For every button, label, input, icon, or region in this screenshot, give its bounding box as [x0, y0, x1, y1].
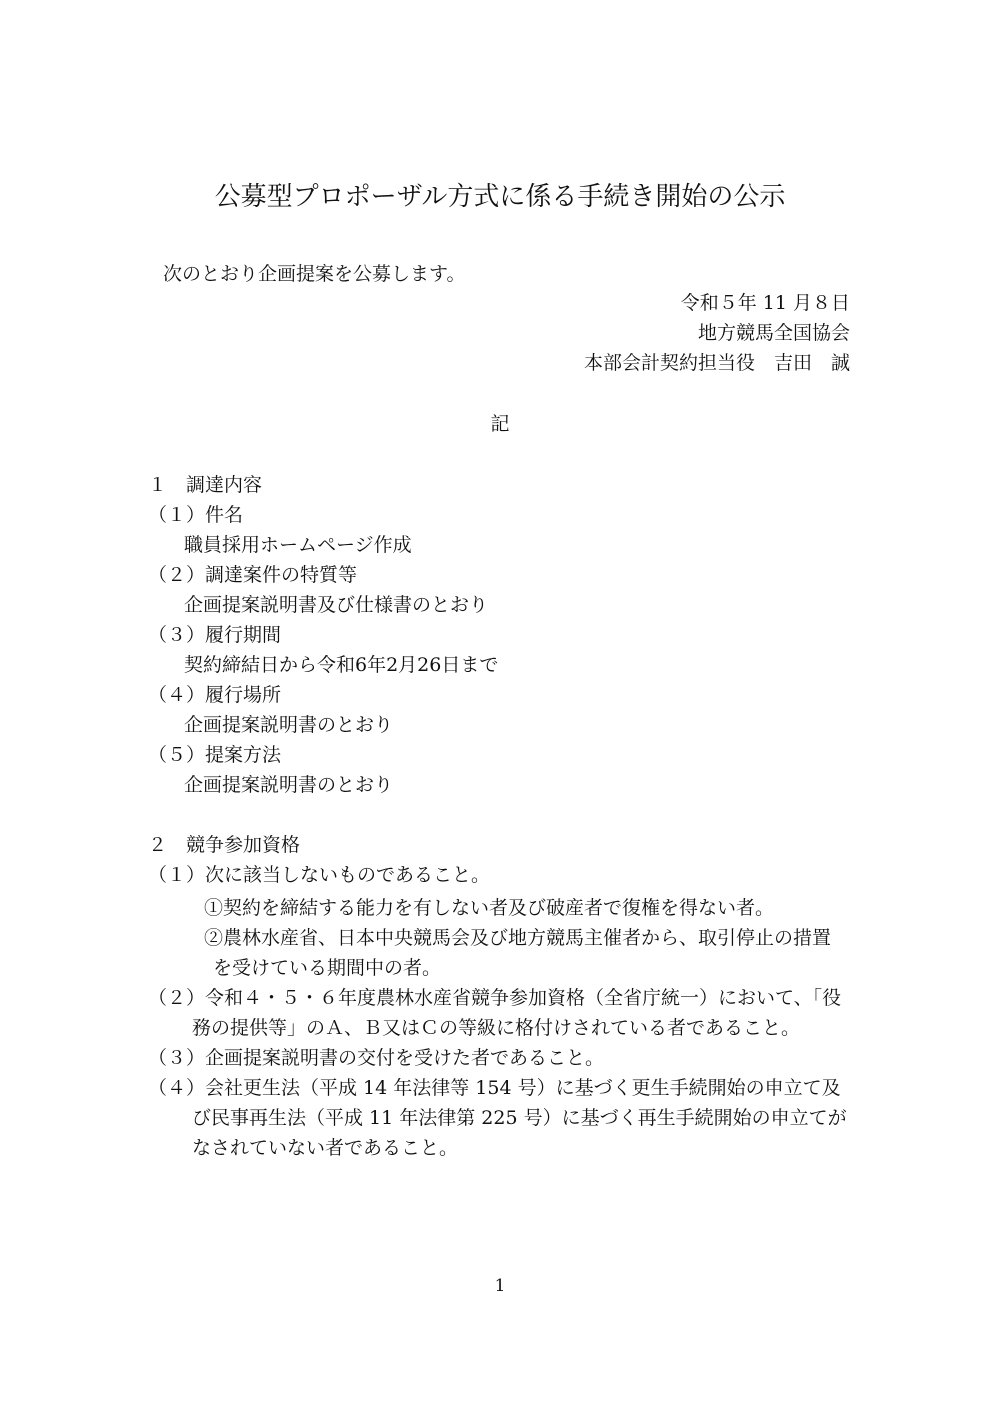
section2-item1-label: （１）次に該当しないものであること。: [148, 864, 491, 886]
section2-heading: ２ 競争参加資格: [148, 834, 301, 856]
section1-item-label: （４）履行場所: [148, 684, 282, 706]
issuer-official: 本部会計契約担当役 吉田 誠: [583, 352, 850, 374]
issuer-organization: 地方競馬全国協会: [697, 322, 850, 344]
section2-item4-cont: び民事再生法（平成 11 年法律第 225 号）に基づく再生手続開始の申立てが: [192, 1107, 847, 1129]
section1-item-body: 契約締結日から令和6年2月26日まで: [184, 654, 499, 676]
section1-item-body: 企画提案説明書及び仕様書のとおり: [184, 594, 489, 616]
section2-item2: （２）令和４・５・６年度農林水産省競争参加資格（全省庁統一）において、「役: [148, 987, 842, 1009]
page-number: 1: [494, 1276, 506, 1296]
section2-item2-cont: 務の提供等」のＡ、Ｂ又はＣの等級に格付けされている者であること。: [192, 1017, 801, 1039]
section1-item-body: 職員採用ホームページ作成: [184, 534, 412, 556]
section2-item3: （３）企画提案説明書の交付を受けた者であること。: [148, 1047, 605, 1069]
section1-item-label: （５）提案方法: [148, 744, 282, 766]
section2-item4-cont: なされていない者であること。: [192, 1137, 459, 1159]
ki-heading: 記: [490, 413, 510, 435]
intro-text: 次のとおり企画提案を公募します。: [163, 263, 466, 285]
section1-item-body: 企画提案説明書のとおり: [184, 774, 394, 796]
page-title: 公募型プロポーザル方式に係る手続き開始の公示: [214, 182, 786, 212]
section2-item1-sub2: ②農林水産省、日本中央競馬会及び地方競馬主催者から、取引停止の措置: [204, 927, 832, 949]
section1-item-body: 企画提案説明書のとおり: [184, 714, 394, 736]
section1-item-label: （２）調達案件の特質等: [148, 564, 358, 586]
issue-date: 令和５年 11 月８日: [680, 292, 850, 314]
section2-item4: （４）会社更生法（平成 14 年法律等 154 号）に基づく更生手続開始の申立て及: [148, 1077, 841, 1099]
section1-item-label: （１）件名: [148, 504, 244, 526]
section2-item1-sub1: ①契約を締結する能力を有しない者及び破産者で復権を得ない者。: [204, 897, 775, 919]
section1-item-label: （３）履行期間: [148, 624, 282, 646]
section1-heading: １ 調達内容: [148, 474, 263, 496]
section2-item1-sub2-cont: を受けている期間中の者。: [213, 957, 442, 979]
